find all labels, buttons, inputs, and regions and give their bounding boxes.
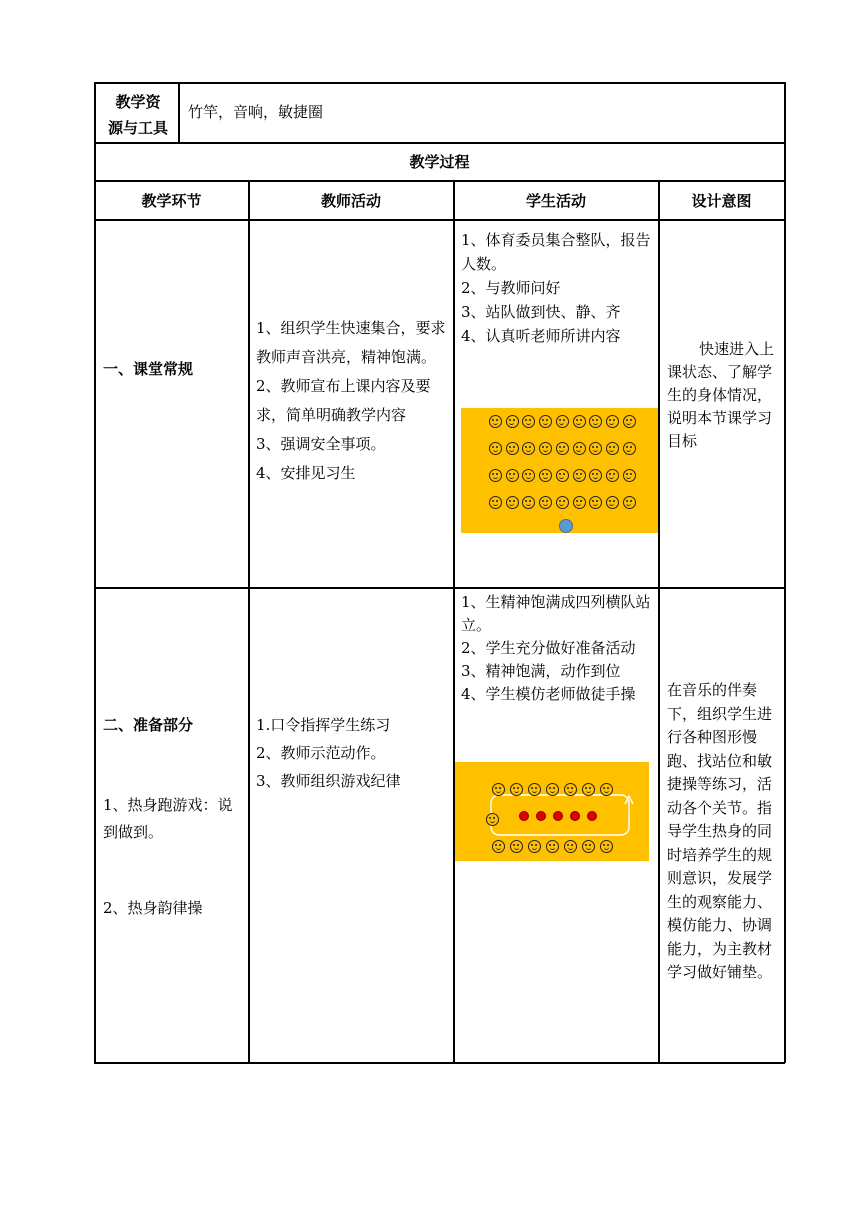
process-title: 教学过程 [409, 153, 470, 171]
student-icon [623, 442, 636, 455]
student-icon [506, 415, 519, 428]
student-icon [606, 496, 619, 509]
resources-label: 教学资 源与工具 [107, 93, 168, 137]
student-icon [556, 442, 569, 455]
table-border-right [784, 82, 786, 1063]
student-icon [556, 469, 569, 482]
student-icon [606, 415, 619, 428]
student-icon [539, 469, 552, 482]
student-icon [600, 840, 613, 853]
table-border-top [94, 82, 785, 84]
row-divider [94, 180, 785, 182]
col-divider [248, 180, 250, 1063]
student-icon [539, 496, 552, 509]
cone-marker [553, 811, 563, 821]
student-icon [489, 496, 502, 509]
warmup-game-label: 1、热身跑游戏：说到做到。 [103, 796, 233, 841]
student-icon [573, 469, 586, 482]
student-icon [539, 415, 552, 428]
student-icon [600, 783, 613, 796]
student-icon [606, 469, 619, 482]
teacher-activity-routine: 1、组织学生快速集合，要求教师声音洪亮，精神饱满。 2、教师宣布上课内容及要求，简单明确教学内容 3、强调安全事项。 4、安排见习生 [256, 319, 446, 482]
student-icon [556, 415, 569, 428]
student-icon [573, 442, 586, 455]
student-activity-routine: 1、体育委员集合整队，报告人数。 2、与教师问好 3、站队做到快、静、齐 4、认真听老师所讲内容 [461, 231, 651, 345]
teacher-activity-warmup: 1.口令指挥学生练习 2、教师示范动作。 3、教师组织游戏纪律 [256, 716, 401, 790]
student-icon [489, 442, 502, 455]
design-intent-warmup: 在音乐的伴奏下，组织学生进行各种图形慢跑、找站位和敏捷操等练习，活动各个关节。指导学生热身的同时培养学生的规则意识，发展学生的观察能力、模仿能力、协调能力，为主教材学习做好铺垫。 [667, 681, 773, 981]
cone-marker [587, 811, 597, 821]
student-icon [564, 783, 577, 796]
cone-marker [570, 811, 580, 821]
warmup-dance-label: 2、热身韵律操 [103, 899, 203, 917]
col-divider [178, 82, 180, 143]
col-divider [453, 180, 455, 1063]
col-header-teacher: 教师活动 [320, 192, 381, 210]
cone-marker [536, 811, 546, 821]
student-icon [510, 783, 523, 796]
row-divider [94, 142, 785, 144]
col-header-student: 学生活动 [525, 192, 586, 210]
table-border-left [94, 82, 96, 1063]
student-icon [606, 442, 619, 455]
student-icon [486, 813, 499, 826]
student-icon [506, 496, 519, 509]
student-icon [539, 442, 552, 455]
student-icon [546, 840, 559, 853]
stage-routine: 一、课堂常规 [103, 360, 194, 378]
col-header-stage: 教学环节 [141, 192, 202, 210]
col-header-intent: 设计意图 [691, 192, 752, 210]
student-icon [623, 496, 636, 509]
student-icon [492, 840, 505, 853]
student-icon [573, 496, 586, 509]
student-icon [506, 469, 519, 482]
student-icon [573, 415, 586, 428]
student-icon [528, 783, 541, 796]
student-icon [528, 840, 541, 853]
design-intent-routine: 快速进入上课状态、了解学生的身体情况，说明本节课学习目标 [667, 340, 775, 450]
student-icon [582, 783, 595, 796]
student-icon [510, 840, 523, 853]
resources-value: 竹竿，音响，敏捷圈 [188, 103, 324, 121]
table-border-bottom [94, 1062, 785, 1064]
row-divider [94, 219, 785, 221]
col-divider [658, 180, 660, 1063]
student-icon [623, 415, 636, 428]
student-activity-warmup: 1、生精神饱满成四列横队站立。 2、学生充分做好准备活动 3、精神饱满，动作到位 4、学生模仿老师做徒手操 [461, 593, 651, 703]
student-icon [489, 469, 502, 482]
teacher-icon [559, 519, 573, 533]
student-icon [546, 783, 559, 796]
student-icon [582, 840, 595, 853]
student-icon [564, 840, 577, 853]
student-icon [489, 415, 502, 428]
student-icon [492, 783, 505, 796]
student-icon [556, 496, 569, 509]
cone-marker [519, 811, 529, 821]
student-icon [506, 442, 519, 455]
row-divider [94, 587, 785, 589]
student-icon [623, 469, 636, 482]
stage-warmup: 二、准备部分 [103, 716, 194, 734]
